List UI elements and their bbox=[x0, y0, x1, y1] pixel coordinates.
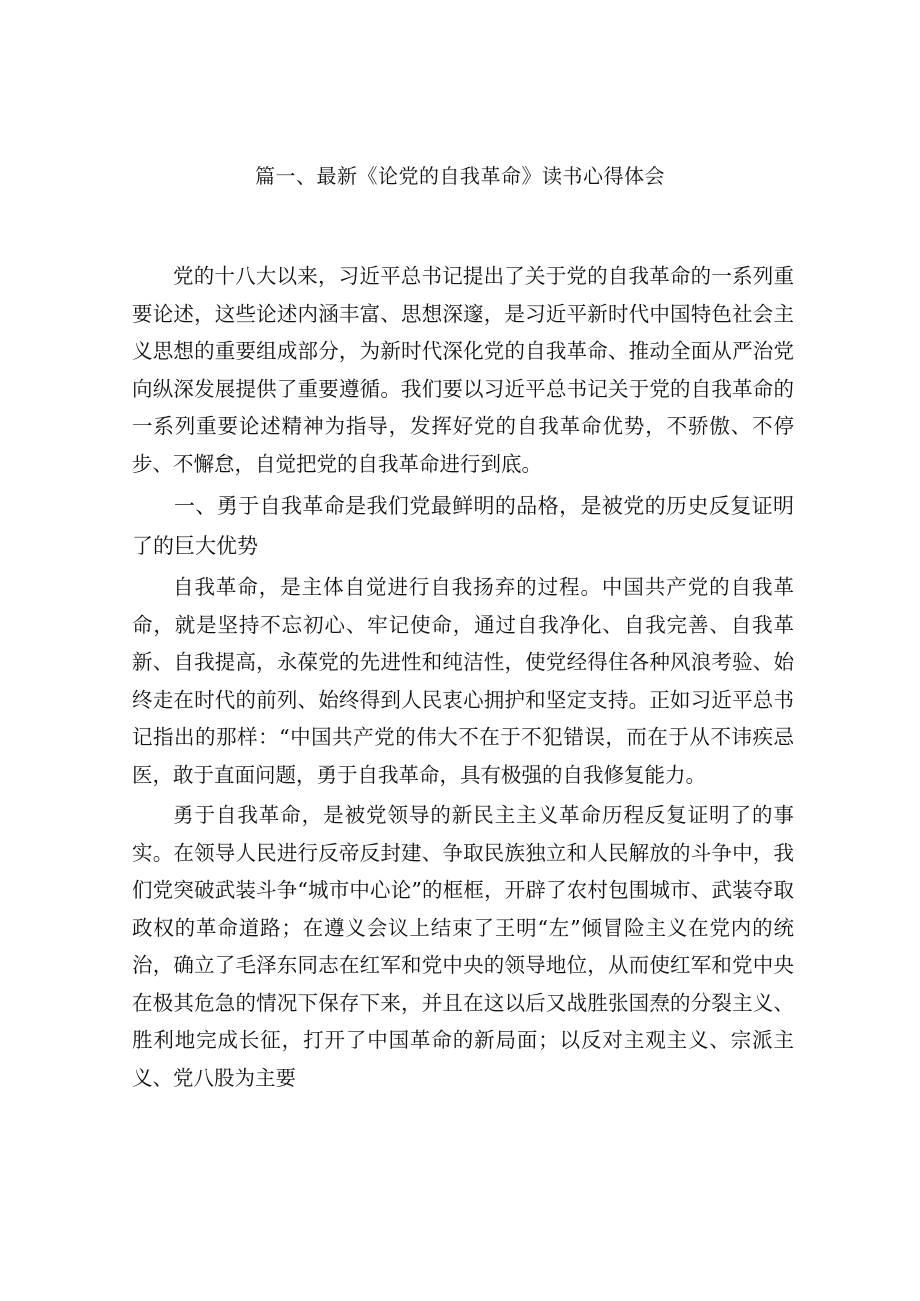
paragraph-self-revolution: 自我革命，是主体自觉进行自我扬弃的过程。中国共产党的自我革命，就是坚持不忘初心、牢记使命，通过自我净化、自我完善、自我革新、自我提高，永葆党的先进性和纯洁性，使党经得住各种风浪考验、始终走在时代的前列、始终得到人民衷心拥护和坚定支持。正如习近平总书记指出的那样：“中国共产党的伟大不在于不犯错误，而在于从不讳疾忌医，敢于直面问题，勇于自我革命，具有极强的自我修复能力。 bbox=[132, 575, 794, 787]
document-body bbox=[132, 258, 794, 1097]
paragraph-history: 勇于自我革命，是被党领导的新民主主义革命历程反复证明了的事实。在领导人民进行反帝反封建、争取民族独立和人民解放的斗争中，我们党突破武装斗争“城市中心论”的框框，开辟了农村包围城市、武装夺取政权的革命道路；在遵义会议上结束了王明“左”倾冒险主义在党内的统治，确立了毛泽东同志在红军和党中央的领导地位，从而使红军和党中央在极其危急的情况下保存下来，并且在这以后又战胜张国焘的分裂主义、胜利地完成长征，打开了中国革命的新局面；以反对主观主义、宗派主义、党八股为主要 bbox=[132, 803, 794, 1090]
document-title: 篇一、最新《论党的自我革命》读书心得体会 bbox=[255, 164, 665, 188]
paragraph-intro: 党的十八大以来，习近平总书记提出了关于党的自我革命的一系列重要论述，这些论述内涵丰富、思想深邃，是习近平新时代中国特色社会主义思想的重要组成部分，为新时代深化党的自我革命、推动全面从严治党向纵深发展提供了重要遵循。我们要以习近平总书记关于党的自我革命的一系列重要论述精神为指导，发挥好党的自我革命优势，不骄傲、不停步、不懈怠，自觉把党的自我革命进行到底。 bbox=[132, 264, 794, 476]
section-heading-1: 一、勇于自我革命是我们党最鲜明的品格，是被党的历史反复证明了的巨大优势 bbox=[132, 494, 794, 558]
